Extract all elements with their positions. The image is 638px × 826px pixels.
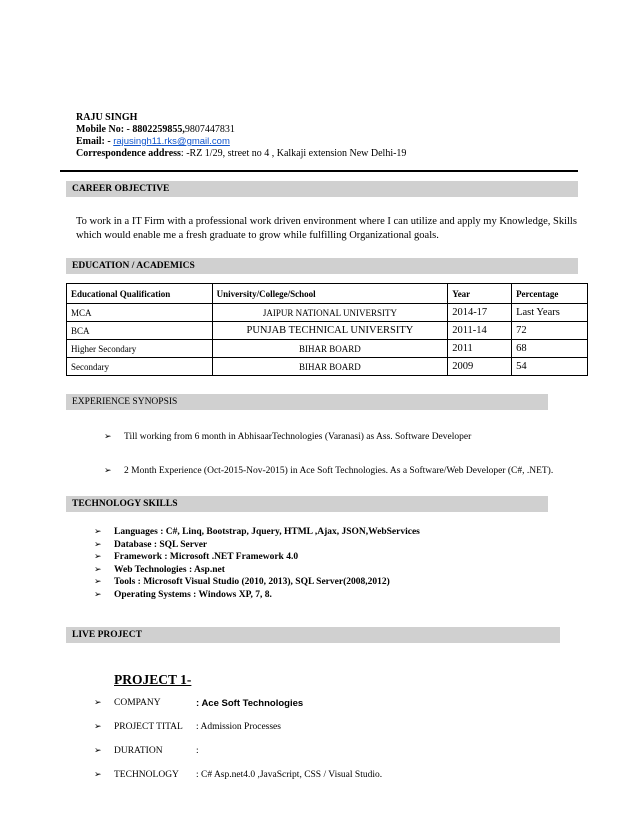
- skill-text: Languages : C#, Linq, Bootstrap, Jquery, HTML ,Ajax, JSON,WebServices: [114, 527, 420, 537]
- arrow-bullet-icon: ➢: [104, 466, 112, 476]
- qualification-cell: BCA: [67, 322, 213, 340]
- table-row: [67, 358, 588, 376]
- year-cell: 2014-17: [448, 304, 512, 322]
- university-cell: PUNJAB TECHNICAL UNIVERSITY: [212, 322, 448, 340]
- experience-item-text: 2 Month Experience (Oct-2015-Nov-2015) in Ace Soft Technologies. As a Software/Web Developer (C#, .NET).: [124, 466, 554, 476]
- arrow-bullet-icon: ➢: [94, 589, 102, 600]
- address-label: Correspondence address: [76, 148, 181, 159]
- list-item: [94, 539, 420, 553]
- column-header: Percentage: [512, 284, 588, 304]
- email-line: [76, 136, 230, 148]
- mobile-label: Mobile No: -: [76, 124, 133, 135]
- table-row: [67, 322, 588, 340]
- live-project-heading: LIVE PROJECT: [66, 627, 560, 643]
- list-item: [94, 552, 420, 565]
- career-objective-heading: CAREER OBJECTIVE: [66, 181, 578, 197]
- arrow-bullet-icon: ➢: [94, 770, 102, 780]
- percentage-cell: 54: [512, 358, 588, 376]
- address-value: : -RZ 1/29, street no 4 , Kalkaji extension New Delhi-19: [180, 148, 407, 159]
- project-row-value: : Admission Processes: [196, 722, 281, 732]
- header-divider: [60, 170, 578, 172]
- education-table: [66, 283, 588, 376]
- project-row-company: [94, 698, 494, 710]
- education-heading: EDUCATION / ACADEMICS: [66, 258, 578, 274]
- project-title: PROJECT 1-: [114, 672, 192, 687]
- email-link[interactable]: rajusingh11.rks@gmail.com: [113, 136, 230, 147]
- project-row-label: TECHNOLOGY: [114, 770, 179, 780]
- year-cell: 2011-14: [448, 322, 512, 340]
- education-table-header: [67, 284, 588, 304]
- candidate-name: [76, 112, 137, 124]
- arrow-bullet-icon: ➢: [94, 722, 102, 732]
- arrow-bullet-icon: ➢: [94, 577, 102, 587]
- qualification-cell: Higher Secondary: [67, 340, 213, 358]
- arrow-bullet-icon: ➢: [94, 746, 102, 756]
- project-row-title: [94, 722, 494, 734]
- university-cell: BIHAR BOARD: [212, 358, 448, 376]
- arrow-bullet-icon: ➢: [94, 527, 102, 537]
- mobile-secondary: 9807447831: [184, 124, 235, 135]
- list-item: [104, 432, 553, 466]
- experience-heading: EXPERIENCE SYNOPSIS: [66, 394, 548, 410]
- list-item: [104, 466, 554, 476]
- arrow-bullet-icon: ➢: [94, 552, 102, 562]
- list-item: [94, 527, 420, 540]
- arrow-bullet-icon: ➢: [94, 539, 102, 550]
- qualification-cell: MCA: [67, 304, 213, 322]
- university-cell: JAIPUR NATIONAL UNIVERSITY: [212, 304, 448, 322]
- project-row-value: : Ace Soft Technologies: [196, 698, 304, 709]
- candidate-name-text: RAJU SINGH: [76, 112, 138, 123]
- skill-text: Web Technologies : Asp.net: [114, 564, 225, 575]
- skills-list: [94, 527, 420, 602]
- percentage-cell: 68: [512, 340, 588, 358]
- email-label: Email: -: [76, 136, 114, 147]
- project-row-value: : C# Asp.net4.0 ,JavaScript, CSS / Visual Studio.: [196, 770, 383, 780]
- project-row-label: COMPANY: [114, 698, 161, 708]
- project-row-label: PROJECT TITAL: [114, 722, 183, 732]
- percentage-cell: 72: [512, 322, 588, 340]
- address-line: [76, 148, 406, 160]
- qualification-cell: Secondary: [67, 358, 213, 376]
- university-cell: BIHAR BOARD: [212, 340, 448, 358]
- list-item: [94, 564, 420, 578]
- list-item: [94, 577, 420, 590]
- career-objective-line-1: To work in a IT Firm with a professional work driven environment where I can utilize and apply my Knowledge, Skills: [76, 216, 577, 227]
- table-row: [67, 340, 588, 358]
- project-row-value: :: [196, 746, 199, 756]
- list-item: [94, 589, 420, 603]
- year-cell: 2011: [448, 340, 512, 358]
- skill-text: Database : SQL Server: [114, 539, 208, 550]
- career-objective-line-2: which would enable me a fresh graduate to grow while fulfilling Organizational goals.: [76, 230, 439, 241]
- arrow-bullet-icon: ➢: [104, 432, 112, 442]
- skill-text: Tools : Microsoft Visual Studio (2010, 2013), SQL Server(2008,2012): [114, 577, 390, 587]
- table-row: [67, 304, 588, 322]
- year-cell: 2009: [448, 358, 512, 376]
- experience-list: [104, 432, 554, 476]
- skill-text: Framework : Microsoft .NET Framework 4.0: [114, 552, 299, 562]
- column-header: Year: [448, 284, 512, 304]
- arrow-bullet-icon: ➢: [94, 698, 102, 708]
- experience-item-text: Till working from 6 month in AbhisaarTechnologies (Varanasi) as Ass. Software Developer: [124, 432, 472, 442]
- column-header: Educational Qualification: [67, 284, 213, 304]
- column-header: University/College/School: [212, 284, 448, 304]
- project-row-label: DURATION: [114, 746, 163, 756]
- project-row-duration: [94, 746, 494, 758]
- skill-text: Operating Systems : Windows XP, 7, 8.: [114, 589, 272, 600]
- percentage-cell: Last Years: [512, 304, 588, 322]
- mobile-line: [76, 124, 235, 136]
- technology-skills-heading: TECHNOLOGY SKILLS: [66, 496, 548, 512]
- mobile-primary: 8802259855,: [132, 124, 185, 135]
- arrow-bullet-icon: ➢: [94, 564, 102, 575]
- project-row-technology: [94, 770, 514, 782]
